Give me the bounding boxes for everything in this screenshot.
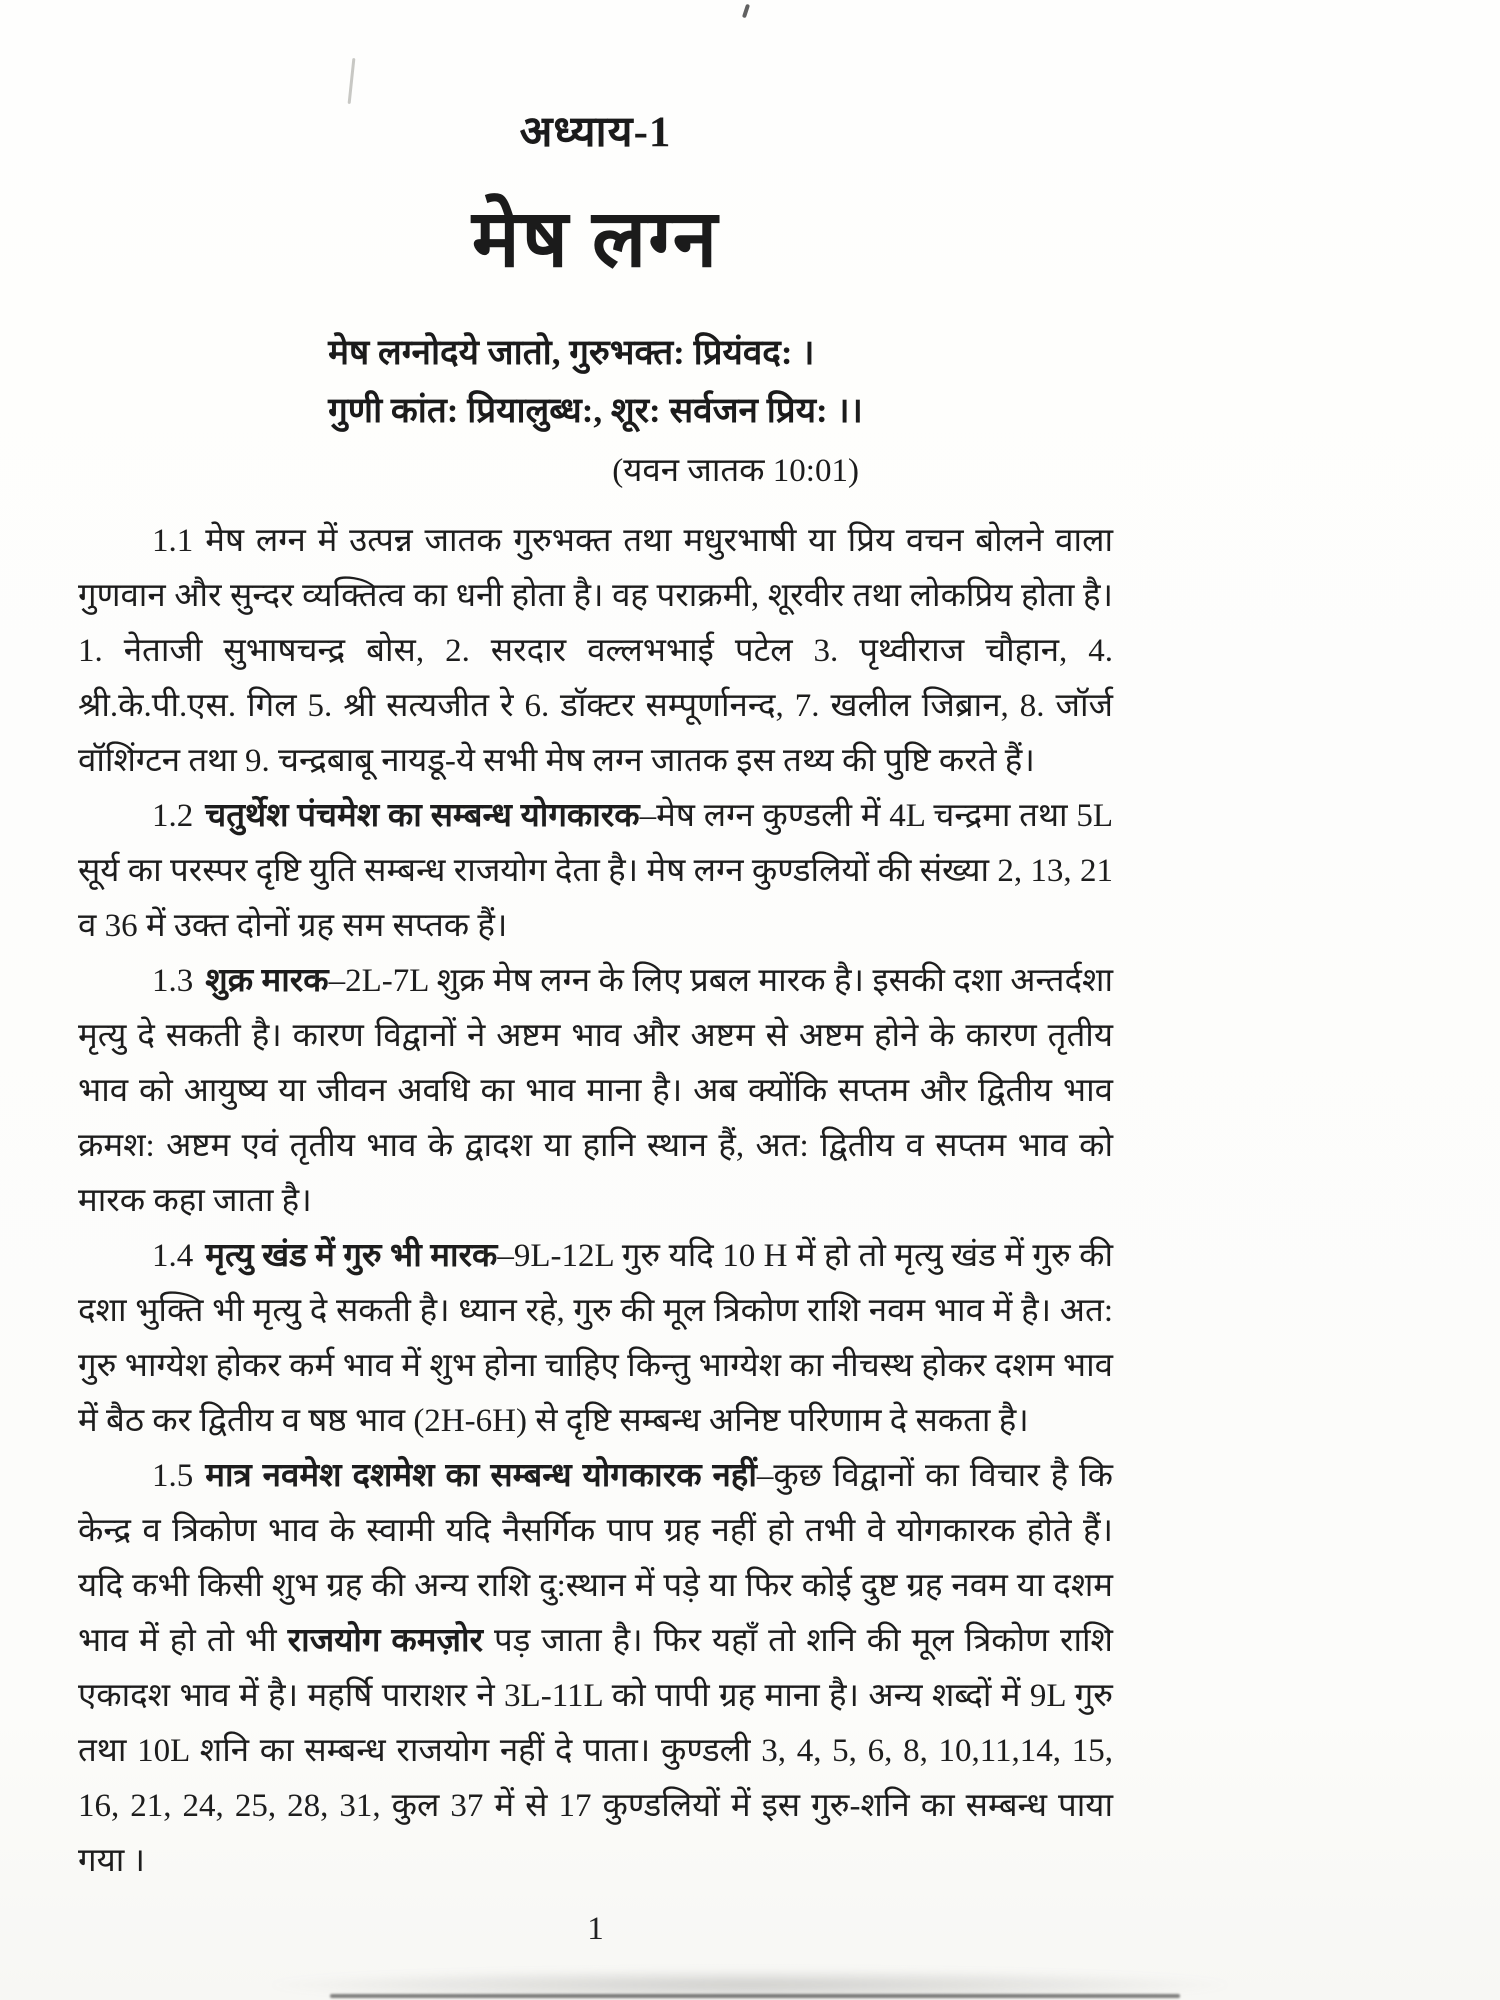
section-number: 1.2 bbox=[152, 798, 194, 834]
section-heading: चतुर्थेश पंचमेश का सम्बन्ध योगकारक bbox=[205, 798, 640, 834]
page-number: 1 bbox=[587, 1911, 604, 1947]
paragraph-text: –2L-7L शुक्र मेष लग्न के लिए प्रबल मारक है। इसकी दशा अन्तर्दशा मृत्यु दे सकती है। कारण विद्वानों ने अष्टम भाव और अष्टम से अष्टम होने के कारण तृतीय भाव को आयुष्य या जीवन अवधि का भाव माना है। अब क्योंकि सप्तम और द्वितीय भाव क्रमश: अष्टम एवं तृतीय भाव के द्वादश या हानि स्थान हैं, अत: द्वितीय व सप्तम भाव को मारक कहा जाता है। bbox=[78, 963, 1113, 1219]
shloka-line-2: गुणी कांत: प्रियालुब्ध:, शूर: सर्वजन प्रिय: ।। bbox=[328, 391, 863, 430]
paragraph-1-3 bbox=[78, 954, 1113, 1229]
paragraph-1-1 bbox=[78, 514, 1113, 789]
shloka-line-1: मेष लग्नोदये जातो, गुरुभक्त: प्रियंवद: । bbox=[328, 333, 815, 372]
paragraph-text: –कुछ विद्वानों का विचार है कि केन्द्र व त्रिकोण भाव के स्वामी यदि नैसर्गिक पाप ग्रह नहीं हो तभी वे योगकारक होते हैं। यदि कभी किसी शुभ ग्रह की अन्य राशि दु:स्थान में पड़े या फिर कोई दुष्ट ग्रह नवम या दशम भाव में हो तो भी bbox=[78, 1458, 1113, 1659]
section-number: 1.5 bbox=[152, 1458, 194, 1494]
page-title: मेष लग्न bbox=[471, 196, 720, 284]
page-content bbox=[78, 0, 1113, 1889]
section-heading: शुक्र मारक bbox=[205, 963, 329, 999]
paragraph-text: मेष लग्न में उत्पन्न जातक गुरुभक्त तथा मधुरभाषी या प्रिय वचन बोलने वाला गुणवान और सुन्दर व्यक्तित्व का धनी होता है। वह पराक्रमी, शूरवीर तथा लोकप्रिय होता है। 1. नेताजी सुभाषचन्द्र बोस, 2. सरदार वल्लभभाई पटेल 3. पृथ्वीराज चौहान, 4. श्री.के.पी.एस. गिल 5. श्री सत्यजीत रे 6. डॉक्टर सम्पूर्णानन्द, 7. खलील जिब्रान, 8. जॉर्ज वॉशिंग्टन तथा 9. चन्द्रबाबू नायडू-ये सभी मेष लग्न जातक इस तथ्य की पुष्टि करते हैं। bbox=[78, 523, 1113, 779]
paragraph-text: पड़ जाता है। फिर यहाँ तो शनि की मूल त्रिकोण राशि एकादश भाव में है। महर्षि पाराशर ने 3L-11L को पापी ग्रह माना है। अन्य शब्दों में 9L गुरु तथा 10L शनि का सम्बन्ध राजयोग नहीं दे पाता। कुण्डली 3, 4, 5, 6, 8, 10,11,14, 15, 16, 21, 24, 25, 28, 31, कुल 37 में से 17 कुण्डलियों में इस गुरु-शनि का सम्बन्ध पाया गया । bbox=[78, 1623, 1113, 1879]
body-text bbox=[78, 514, 1113, 1889]
shloka-source: (यवन जातक 10:01) bbox=[612, 453, 859, 489]
paragraph-1-2 bbox=[78, 789, 1113, 954]
paragraph-1-5 bbox=[78, 1449, 1113, 1889]
section-number: 1.4 bbox=[152, 1238, 194, 1274]
section-heading: मात्र नवमेश दशमेश का सम्बन्ध योगकारक नहीं bbox=[205, 1458, 757, 1494]
section-heading: मृत्यु खंड में गुरु भी मारक bbox=[205, 1238, 498, 1274]
paragraph-1-4 bbox=[78, 1229, 1113, 1449]
paragraph-text: –9L-12L गुरु यदि 10 H में हो तो मृत्यु खंड में गुरु की दशा भुक्ति भी मृत्यु दे सकती है। ध्यान रहे, गुरु की मूल त्रिकोण राशि नवम भाव में है। अत: गुरु भाग्येश होकर कर्म भाव में शुभ होना चाहिए किन्तु भाग्येश का नीचस्थ होकर दशम भाव में बैठ कर द्वितीय व षष्ठ भाव (2H-6H) से दृष्टि सम्बन्ध अनिष्ट परिणाम दे सकता है। bbox=[78, 1238, 1113, 1439]
shloka-block bbox=[78, 324, 1113, 500]
section-number: 1.1 bbox=[152, 523, 194, 559]
paragraph-text: –मेष लग्न कुण्डली में 4L चन्द्रमा तथा 5L सूर्य का परस्पर दृष्टि युति सम्बन्ध राजयोग देता है। मेष लग्न कुण्डलियों की संख्या 2, 13, 21 व 36 में उक्त दोनों ग्रह सम सप्तक हैं। bbox=[78, 798, 1114, 944]
chapter-label: अध्याय-1 bbox=[519, 109, 672, 156]
inline-bold: राजयोग कमज़ोर bbox=[287, 1623, 484, 1659]
scan-artifact-bottom-line bbox=[330, 1994, 1180, 1998]
section-number: 1.3 bbox=[152, 963, 194, 999]
